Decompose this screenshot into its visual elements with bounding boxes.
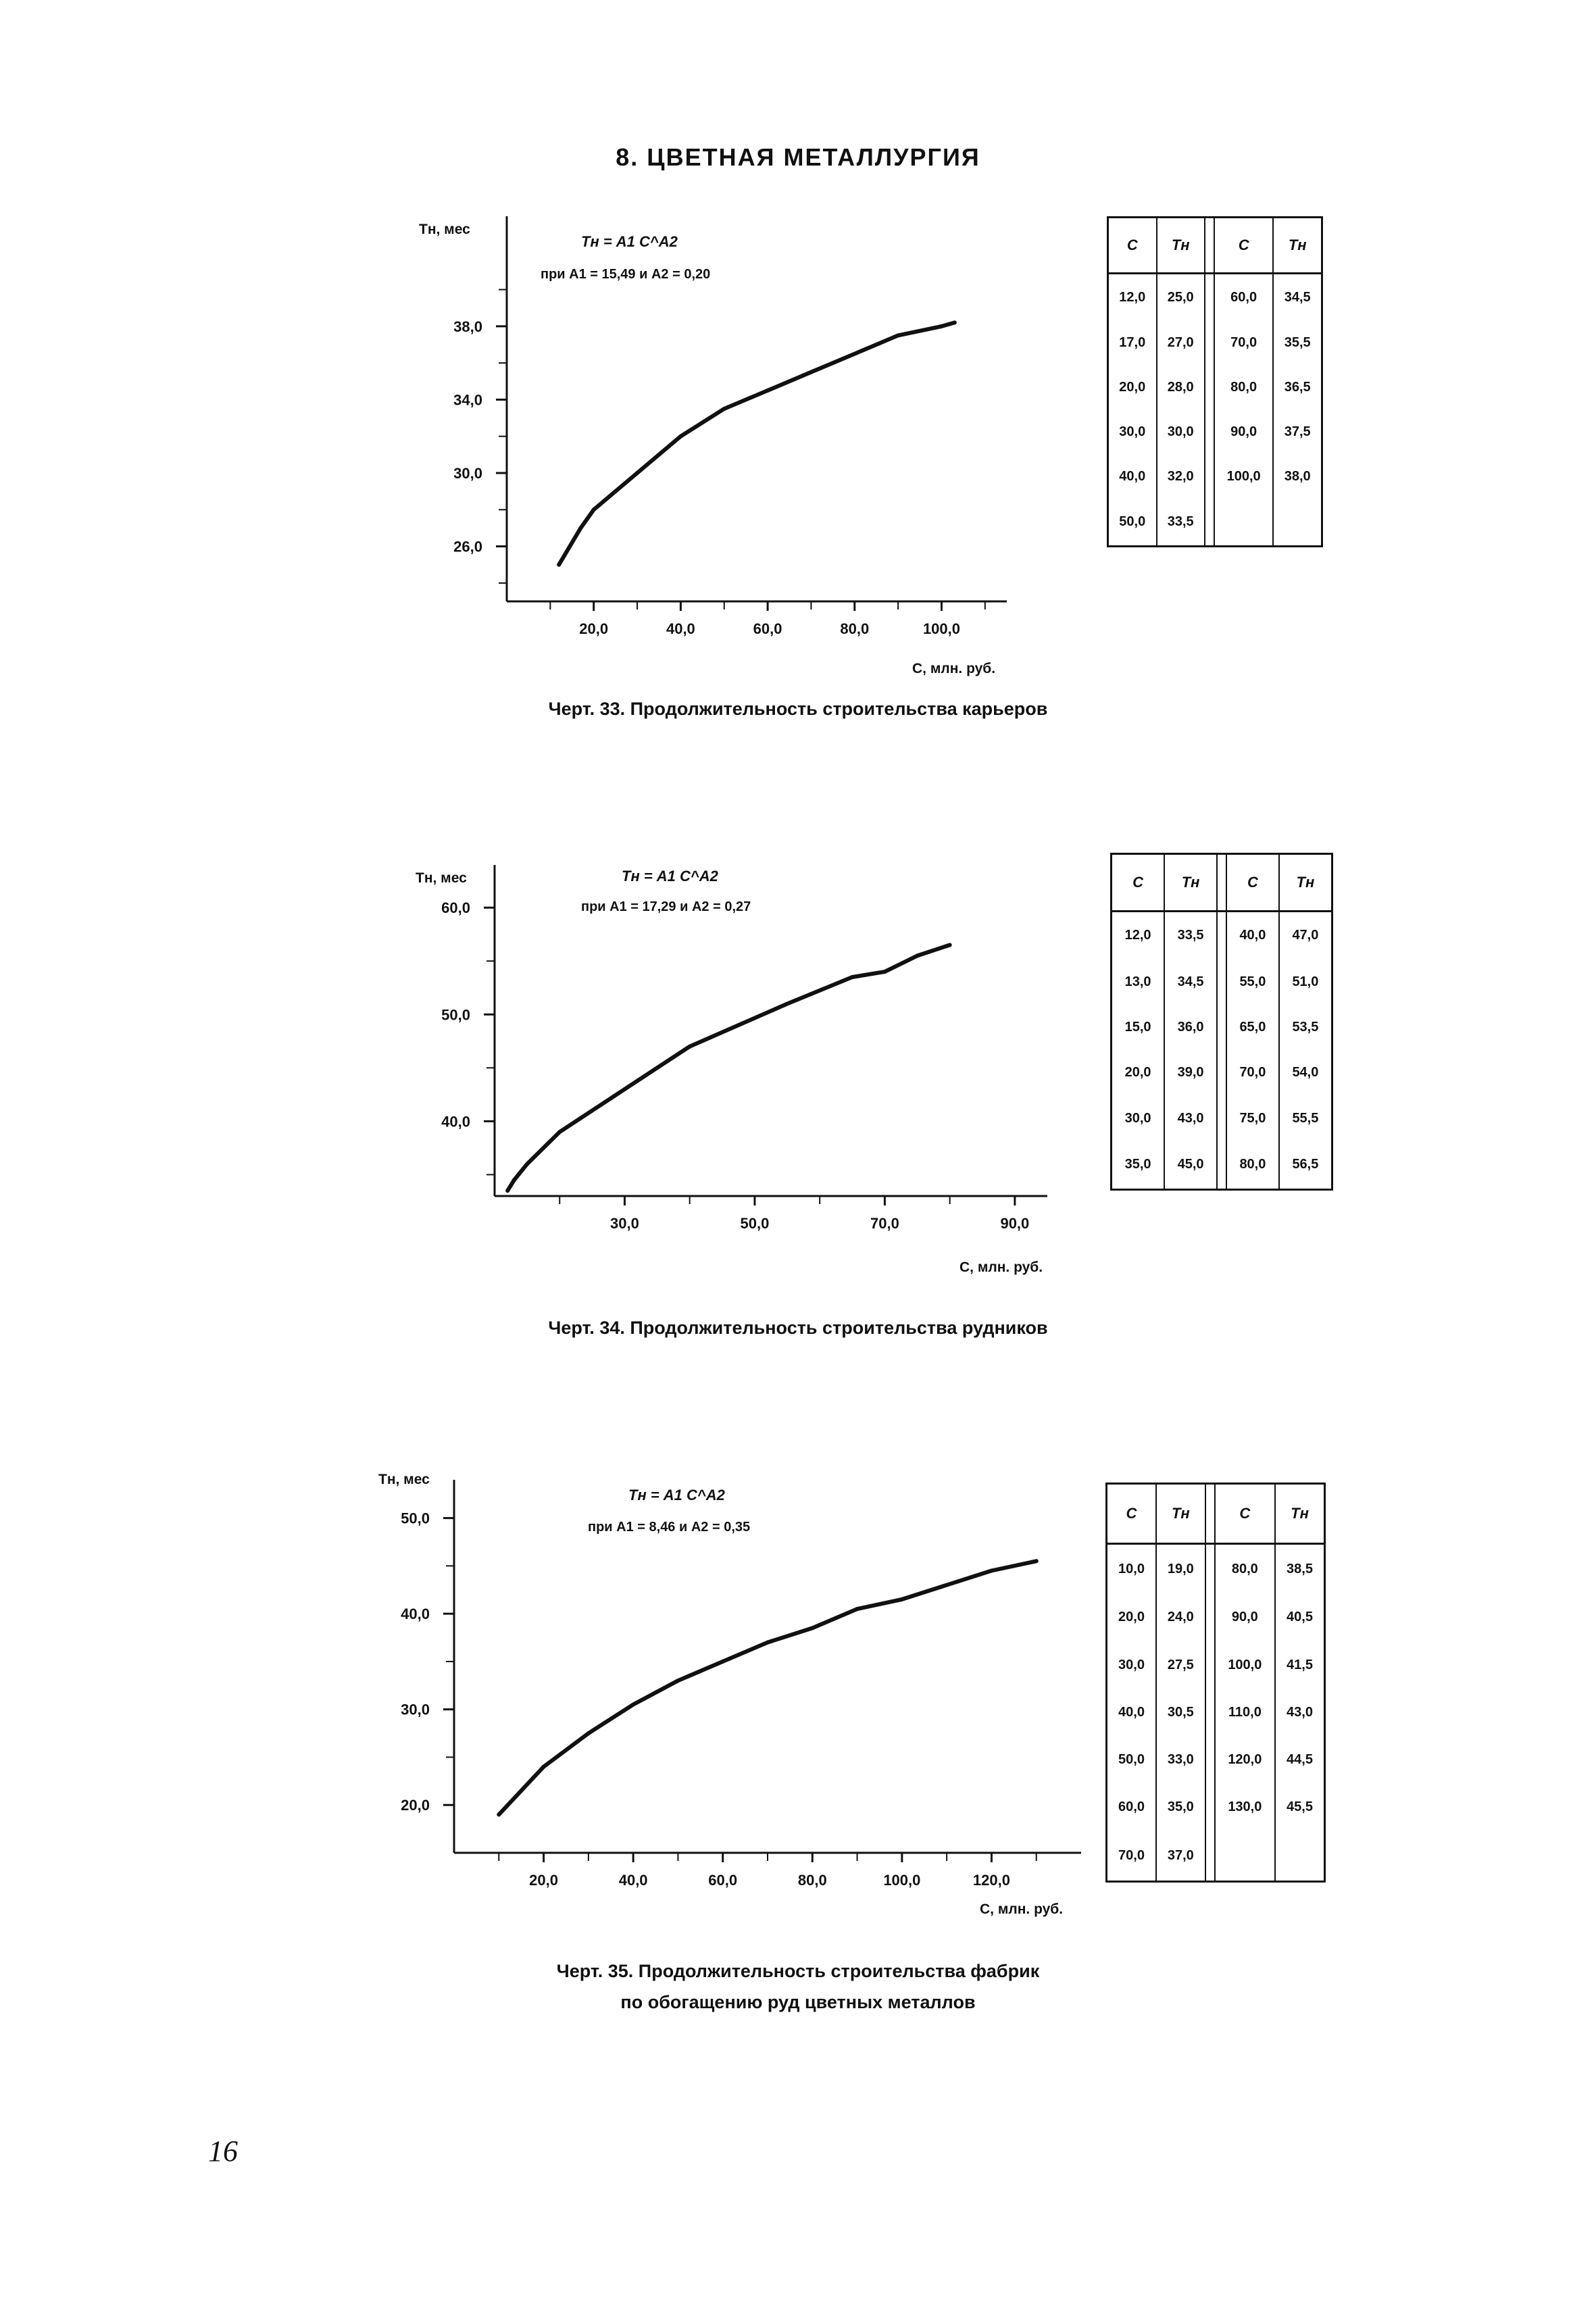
table-row	[1112, 1096, 1332, 1141]
table-header-cell: Tн	[1273, 218, 1322, 274]
table-cell: 56,5	[1279, 1141, 1332, 1190]
table-cell: 45,5	[1275, 1784, 1325, 1831]
table-gap	[1205, 366, 1214, 410]
data-point	[578, 526, 582, 530]
table-cell: 75,0	[1226, 1096, 1279, 1141]
table-cell: 100,0	[1215, 1641, 1275, 1689]
x-tick-label: 100,0	[883, 1872, 921, 1889]
table-row	[1107, 1689, 1325, 1736]
data-point	[688, 1045, 692, 1049]
table-cell: 28,0	[1157, 366, 1205, 410]
y-tick-label: 50,0	[441, 1006, 470, 1024]
table-cell: 39,0	[1164, 1050, 1217, 1095]
table-cell: 37,0	[1156, 1831, 1205, 1882]
table-gap	[1205, 1831, 1215, 1882]
x-axis-title: C, млн. руб.	[980, 1901, 1064, 1917]
table-cell: 70,0	[1226, 1050, 1279, 1095]
data-point	[850, 975, 854, 979]
table-gap	[1205, 321, 1214, 366]
table-gap	[1217, 854, 1226, 912]
table-cell: 20,0	[1112, 1050, 1165, 1095]
data-point	[853, 352, 857, 356]
table-header-cell: Tн	[1164, 854, 1217, 912]
table-header-cell: Tн	[1279, 854, 1332, 912]
table-cell: 17,0	[1108, 321, 1157, 366]
table-cell: 80,0	[1214, 366, 1274, 410]
data-point	[785, 1001, 789, 1005]
table-cell: 33,0	[1156, 1736, 1205, 1783]
table-gap	[1205, 218, 1214, 274]
table-row	[1107, 1784, 1325, 1831]
data-point	[557, 1130, 562, 1134]
x-tick-label: 80,0	[797, 1872, 827, 1889]
data-point	[676, 1678, 680, 1683]
data-point	[882, 970, 887, 974]
table-row	[1107, 1543, 1325, 1594]
table-cell: 54,0	[1279, 1050, 1332, 1095]
table-header-cell: Tн	[1275, 1484, 1325, 1544]
y-tick-label: 40,0	[441, 1113, 470, 1130]
table-row	[1112, 1050, 1332, 1095]
y-tick-label: 50,0	[401, 1510, 430, 1527]
data-curve	[499, 1561, 1036, 1814]
table-cell: 90,0	[1215, 1594, 1275, 1641]
table-cell: 65,0	[1226, 1005, 1279, 1050]
table-row	[1107, 1641, 1325, 1689]
table-cell: 43,0	[1275, 1689, 1325, 1736]
table-row	[1108, 274, 1322, 321]
table-cell: 120,0	[1215, 1736, 1275, 1783]
table-cell: 35,0	[1112, 1141, 1165, 1190]
table-row	[1107, 1736, 1325, 1783]
table-row	[1107, 1831, 1325, 1882]
table-cell: 44,5	[1275, 1736, 1325, 1783]
x-tick-label: 100,0	[922, 620, 961, 637]
x-tick-label: 20,0	[579, 620, 609, 637]
data-curve	[559, 322, 955, 564]
data-point	[948, 943, 952, 947]
table-cell: 40,5	[1275, 1594, 1325, 1641]
data-point	[916, 953, 920, 957]
chart-34-caption: Черт. 34. Продолжительность строительства рудников	[548, 1318, 1048, 1338]
x-tick-label: 50,0	[740, 1215, 770, 1232]
table-header-cell: C	[1112, 854, 1165, 912]
table-gap	[1217, 1005, 1226, 1050]
y-tick-label: 30,0	[401, 1701, 430, 1718]
data-point	[896, 333, 900, 337]
table-header-cell: C	[1226, 854, 1279, 912]
table-cell: 33,5	[1157, 499, 1205, 546]
table-cell: 20,0	[1107, 1594, 1156, 1641]
table-cell: 19,0	[1156, 1543, 1205, 1594]
data-point	[622, 1087, 626, 1091]
x-tick-label: 90,0	[1000, 1215, 1030, 1232]
y-tick-label: 30,0	[453, 465, 482, 482]
table-cell: 40,0	[1108, 454, 1157, 499]
table-cell: 34,5	[1273, 274, 1322, 321]
table-cell	[1214, 499, 1274, 546]
table-cell: 51,0	[1279, 960, 1332, 1005]
data-curve	[507, 945, 949, 1191]
data-point	[587, 1731, 591, 1735]
chart-35	[365, 1473, 1095, 1926]
x-tick-label: 80,0	[840, 620, 870, 637]
x-tick-label: 30,0	[610, 1215, 639, 1232]
table-header-row	[1108, 218, 1322, 274]
table-cell: 35,5	[1273, 321, 1322, 366]
data-point	[939, 324, 943, 328]
table-cell: 12,0	[1108, 274, 1157, 321]
data-point	[505, 1189, 509, 1193]
table-cell: 36,0	[1164, 1005, 1217, 1050]
table-gap	[1205, 1543, 1215, 1594]
data-point	[1034, 1559, 1039, 1563]
table-row	[1108, 454, 1322, 499]
table-cell: 45,0	[1164, 1141, 1217, 1190]
table-cell: 41,5	[1275, 1641, 1325, 1689]
table-gap	[1205, 274, 1214, 321]
table-row	[1112, 911, 1332, 960]
table-gap	[1217, 1050, 1226, 1095]
table-gap	[1205, 499, 1214, 546]
formula: Tн = A1 C^A2	[622, 868, 718, 885]
table-header-cell: Tн	[1156, 1484, 1205, 1544]
table-cell: 53,5	[1279, 1005, 1332, 1050]
table-cell: 13,0	[1112, 960, 1165, 1005]
chart-35-caption: Черт. 35. Продолжительность строительства фабрик	[556, 1961, 1040, 1981]
y-tick-label: 40,0	[401, 1605, 430, 1623]
table-cell: 15,0	[1112, 1005, 1165, 1050]
table-gap	[1205, 1594, 1215, 1641]
table-row	[1112, 1141, 1332, 1190]
x-tick-label: 120,0	[972, 1872, 1010, 1889]
table-cell	[1273, 499, 1322, 546]
table-gap	[1205, 1641, 1215, 1689]
x-tick-label: 20,0	[529, 1872, 558, 1889]
table-header-row	[1107, 1484, 1325, 1544]
table-header-cell: C	[1214, 218, 1274, 274]
table-row	[1112, 1005, 1332, 1050]
data-point	[721, 1660, 725, 1664]
table-cell: 80,0	[1226, 1141, 1279, 1190]
table-gap	[1217, 1141, 1226, 1190]
table-gap	[1217, 911, 1226, 960]
y-tick-label: 26,0	[453, 538, 482, 555]
table-cell: 33,5	[1164, 911, 1217, 960]
table-header-cell: C	[1108, 218, 1157, 274]
formula: Tн = A1 C^A2	[581, 233, 678, 250]
data-point	[678, 434, 682, 439]
table-cell: 30,0	[1107, 1641, 1156, 1689]
table-gap	[1217, 960, 1226, 1005]
table-row	[1108, 499, 1322, 546]
chart-35-caption-line2: по обогащению руд цветных металлов	[620, 1992, 976, 2012]
chart-34	[378, 858, 1061, 1284]
table-cell: 20,0	[1108, 366, 1157, 410]
table-cell: 40,0	[1107, 1689, 1156, 1736]
x-axis-title: C, млн. руб.	[959, 1260, 1043, 1275]
formula: Tн = A1 C^A2	[628, 1487, 725, 1503]
chart-33-caption: Черт. 33. Продолжительность строительства карьеров	[548, 699, 1048, 719]
table-cell: 36,5	[1273, 366, 1322, 410]
formula-params: при A1 = 15,49 и A2 = 0,20	[541, 267, 711, 282]
table-cell: 30,0	[1112, 1096, 1165, 1141]
table-cell: 27,5	[1156, 1641, 1205, 1689]
table-cell: 37,5	[1273, 409, 1322, 454]
chart-33	[378, 209, 1027, 682]
data-point	[766, 389, 770, 393]
x-tick-label: 70,0	[870, 1215, 899, 1232]
y-tick-label: 20,0	[401, 1797, 430, 1814]
table-cell: 40,0	[1226, 911, 1279, 960]
formula-params: при A1 = 17,29 и A2 = 0,27	[581, 899, 751, 914]
data-table-35	[1105, 1483, 1326, 1883]
table-cell: 30,0	[1157, 409, 1205, 454]
x-tick-label: 40,0	[666, 620, 695, 637]
table-cell: 100,0	[1214, 454, 1274, 499]
data-point	[525, 1162, 529, 1166]
data-point	[631, 1703, 635, 1707]
data-point	[497, 1812, 501, 1816]
table-header-row	[1112, 854, 1332, 912]
data-point	[592, 507, 596, 512]
data-point	[722, 407, 726, 411]
table-cell: 70,0	[1107, 1831, 1156, 1882]
table-cell: 80,0	[1215, 1543, 1275, 1594]
data-point	[655, 1066, 659, 1070]
table-cell: 10,0	[1107, 1543, 1156, 1594]
y-tick-label: 60,0	[441, 899, 470, 917]
table-gap	[1205, 409, 1214, 454]
x-axis-title: C, млн. руб.	[912, 661, 996, 676]
y-axis-title: Tн, мес	[419, 222, 470, 237]
table-cell: 50,0	[1108, 499, 1157, 546]
table-cell	[1275, 1831, 1325, 1882]
page-number: 16	[208, 2135, 238, 2168]
table-cell	[1215, 1831, 1275, 1882]
data-point	[635, 471, 639, 475]
data-table-33	[1107, 216, 1323, 547]
table-cell: 32,0	[1157, 454, 1205, 499]
table-cell: 30,0	[1108, 409, 1157, 454]
x-tick-label: 40,0	[618, 1872, 648, 1889]
table-gap	[1205, 1784, 1215, 1831]
data-point	[989, 1568, 993, 1572]
table-header-cell: Tн	[1157, 218, 1205, 274]
y-tick-label: 34,0	[453, 391, 482, 409]
table-cell: 35,0	[1156, 1784, 1205, 1831]
data-point	[809, 370, 813, 374]
table-gap	[1205, 1689, 1215, 1736]
table-cell: 130,0	[1215, 1784, 1275, 1831]
table-cell: 50,0	[1107, 1736, 1156, 1783]
x-tick-label: 60,0	[753, 620, 782, 637]
table-gap	[1205, 454, 1214, 499]
table-cell: 25,0	[1157, 274, 1205, 321]
y-axis-title: Tн, мес	[416, 870, 467, 886]
table-cell: 27,0	[1157, 321, 1205, 366]
table-cell: 55,5	[1279, 1096, 1332, 1141]
data-point	[810, 1626, 814, 1630]
table-gap	[1217, 1096, 1226, 1141]
table-cell: 34,5	[1164, 960, 1217, 1005]
table-header-cell: C	[1215, 1484, 1275, 1544]
x-tick-label: 60,0	[708, 1872, 738, 1889]
data-point	[855, 1607, 859, 1611]
table-cell: 30,5	[1156, 1689, 1205, 1736]
data-point	[953, 320, 957, 324]
table-cell: 70,0	[1214, 321, 1274, 366]
table-cell: 38,5	[1275, 1543, 1325, 1594]
table-cell: 60,0	[1107, 1784, 1156, 1831]
table-cell: 12,0	[1112, 911, 1165, 960]
table-cell: 90,0	[1214, 409, 1274, 454]
data-point	[542, 1765, 546, 1769]
table-cell: 110,0	[1215, 1689, 1275, 1736]
data-point	[557, 563, 561, 567]
y-tick-label: 38,0	[453, 318, 482, 335]
formula-params: при A1 = 8,46 и A2 = 0,35	[588, 1520, 751, 1535]
data-point	[512, 1178, 516, 1182]
data-point	[945, 1583, 949, 1587]
table-row	[1108, 366, 1322, 410]
table-gap	[1205, 1736, 1215, 1783]
table-gap	[1205, 1484, 1215, 1544]
data-table-34	[1110, 853, 1333, 1191]
table-row	[1108, 409, 1322, 454]
y-axis-title: Tн, мес	[378, 1473, 430, 1487]
table-cell: 43,0	[1164, 1096, 1217, 1141]
data-point	[900, 1597, 904, 1601]
table-row	[1108, 321, 1322, 366]
table-cell: 38,0	[1273, 454, 1322, 499]
data-point	[766, 1641, 770, 1645]
table-cell: 60,0	[1214, 274, 1274, 321]
table-row	[1107, 1594, 1325, 1641]
table-cell: 24,0	[1156, 1594, 1205, 1641]
section-heading: 8. ЦВЕТНАЯ МЕТАЛЛУРГИЯ	[616, 143, 980, 171]
table-header-cell: C	[1107, 1484, 1156, 1544]
table-cell: 47,0	[1279, 911, 1332, 960]
table-cell: 55,0	[1226, 960, 1279, 1005]
table-row	[1112, 960, 1332, 1005]
